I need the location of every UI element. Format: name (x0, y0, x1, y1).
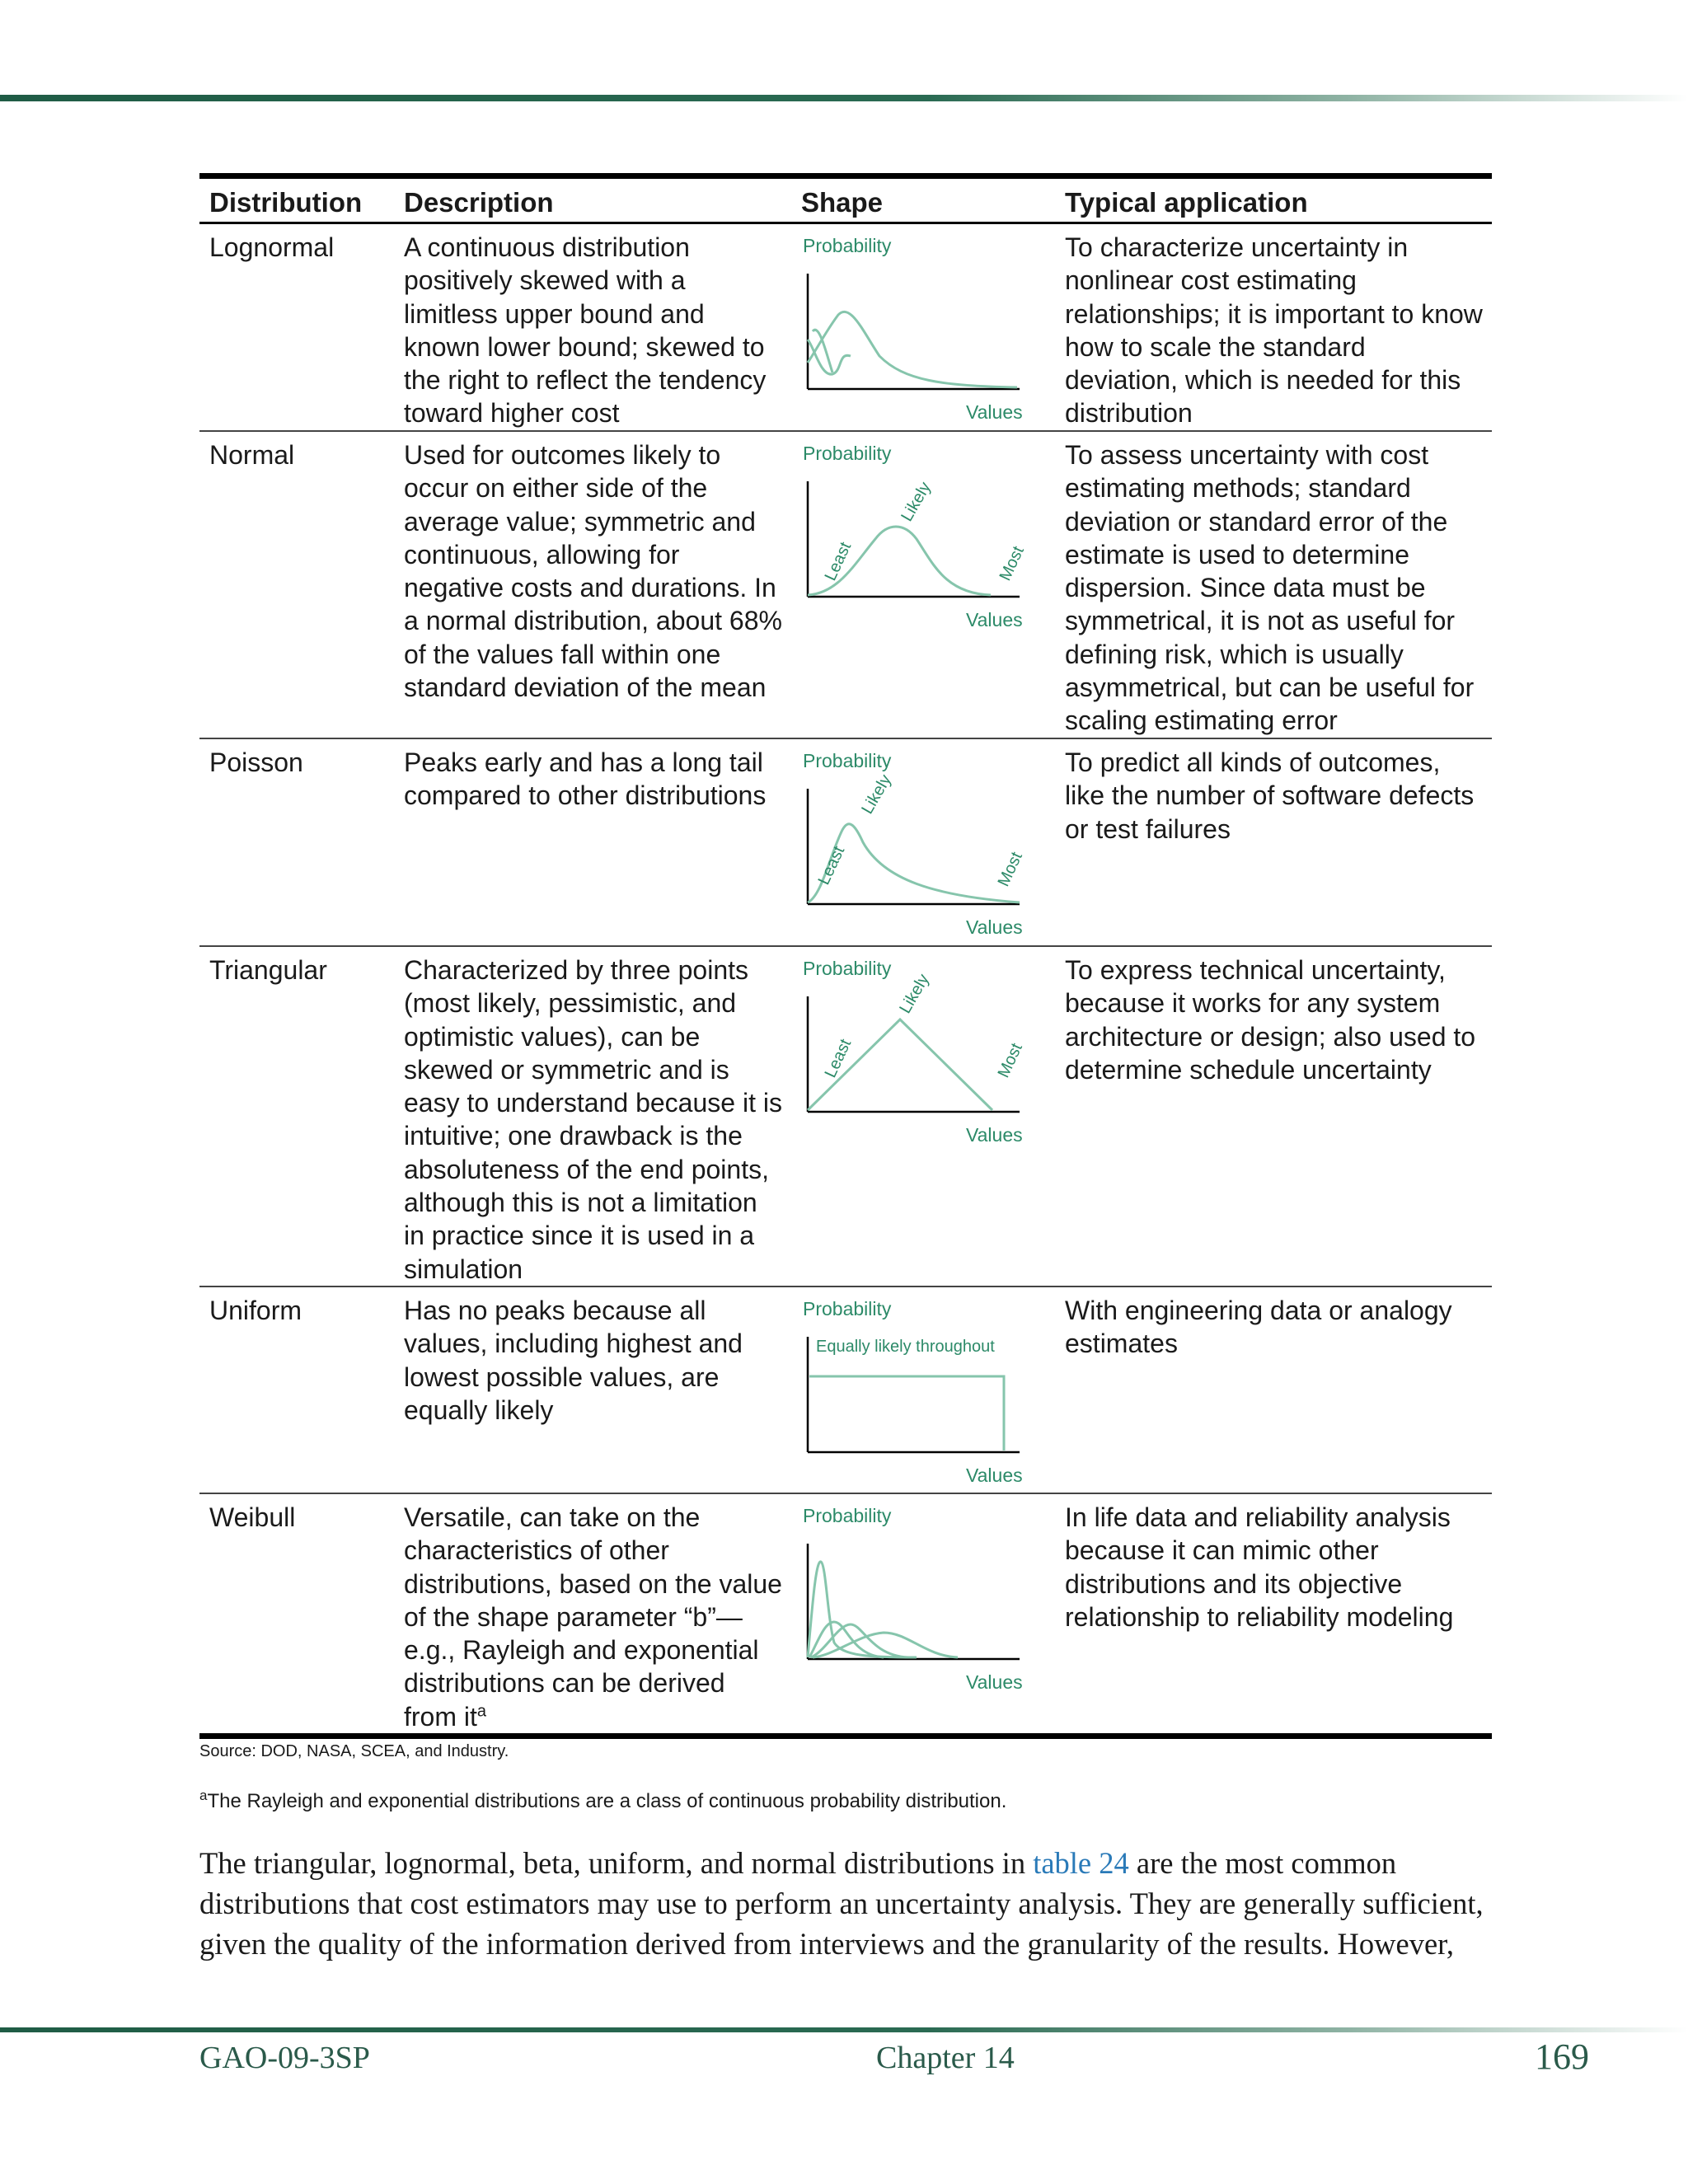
lognormal-shape-chart (801, 232, 1048, 422)
most-label: Most (994, 1040, 1026, 1081)
footer-report-id: GAO-09-3SP (199, 2041, 370, 2075)
values-label: Values (966, 401, 1023, 423)
bottom-rule (0, 2027, 1688, 2032)
header-shape: Shape (801, 187, 884, 218)
table-row-weibull (199, 1494, 1492, 1733)
table-row-poisson (199, 739, 1492, 945)
probability-label: Probability (803, 750, 892, 771)
values-label: Values (966, 916, 1023, 938)
footer-page-number: 169 (1535, 2036, 1589, 2077)
probability-label: Probability (803, 443, 892, 464)
row-description: Used for outcomes likely to occur on either side of the average value; symmetric and continuous, allowing for negative costs and durations. In a normal distribution, about 68% of the values fall within one standard deviation of the mean (404, 440, 782, 703)
footnote-text: The Rayleigh and exponential distributions are a class of continuous probability distribution. (207, 1790, 1007, 1812)
footnote-mark: a (199, 1788, 208, 1803)
table-row-lognormal (199, 224, 1492, 430)
body-text-before: The triangular, lognormal, beta, uniform, and normal distributions in (199, 1846, 1034, 1880)
table-row-normal (199, 432, 1492, 738)
top-rule (0, 95, 1688, 101)
body-paragraph (199, 1843, 1502, 1964)
least-label: Least (814, 843, 849, 888)
row-application: To assess uncertainty with cost estimating methods; standard deviation or standard error of the estimate is used to determine dispersion. Since data must be symmetrical, it is not as useful for defining risk, which is usually asymmetrical, but can be useful for scaling estimating error (1065, 440, 1475, 736)
weibull-shape-chart (801, 1502, 1048, 1692)
header-distribution: Distribution (209, 187, 363, 218)
table-row-triangular (199, 947, 1492, 1286)
row-name: Normal (209, 440, 295, 470)
likely-label: Likely (898, 479, 935, 525)
row-name: Triangular (209, 955, 327, 985)
normal-shape-chart (801, 440, 1048, 630)
row-description: Has no peaks because all values, including highest and lowest possible values, are equally likely (404, 1296, 743, 1425)
table-row-uniform (199, 1287, 1492, 1493)
row-name: Uniform (209, 1296, 302, 1325)
row-description: Peaks early and has a long tail compared to other distributions (404, 748, 767, 811)
row-description (404, 1501, 783, 1733)
row-name: Lognormal (209, 232, 335, 262)
most-label: Most (996, 543, 1028, 584)
row-name: Poisson (209, 748, 303, 777)
row-application: In life data and reliability analysis because it can mimic other distributions and its objective relationship to reliability modeling (1065, 1502, 1454, 1632)
values-label: Values (966, 1671, 1023, 1693)
footer-chapter: Chapter 14 (876, 2041, 1015, 2075)
body-text-after: are the most common distributions that cost estimators may use to perform an uncertainty analysis. They are generally sufficient, given the quality of the information derived from interviews and the granularity of the results. However, (199, 1846, 1484, 1961)
table-header (199, 179, 1492, 222)
probability-label: Probability (803, 1298, 892, 1319)
values-label: Values (966, 1465, 1023, 1486)
likely-label: Likely (858, 771, 895, 818)
table-source: Source: DOD, NASA, SCEA, and Industry. (199, 1742, 509, 1760)
header-application: Typical application (1065, 187, 1308, 218)
row-application: With engineering data or analogy estimates (1065, 1296, 1452, 1359)
poisson-shape-chart (801, 748, 1048, 937)
footnote-mark: a (476, 1702, 487, 1721)
row-name: Weibull (209, 1502, 296, 1532)
row-application: To predict all kinds of outcomes, like the number of software defects or test failures (1065, 748, 1475, 844)
row-application: To express technical uncertainty, because it works for any system architecture or design; also used to determine schedule uncertainty (1065, 955, 1476, 1085)
probability-label: Probability (803, 1505, 892, 1526)
row-application: To characterize uncertainty in nonlinear cost estimating relationships; it is important to know how to scale the standard deviation, which is needed for this distribution (1065, 232, 1483, 429)
most-label: Most (994, 849, 1026, 890)
row-description: A continuous distribution positively skewed with a limitless upper bound and known lower bound; skewed to the right to reflect the tendency toward higher cost (404, 232, 767, 429)
values-label: Values (966, 1124, 1023, 1146)
probability-label: Probability (803, 958, 892, 979)
header-description: Description (404, 187, 554, 218)
table-bottom-rule (199, 1733, 1492, 1739)
triangular-shape-chart (801, 955, 1048, 1145)
table-24-link[interactable]: table 24 (1033, 1846, 1129, 1880)
least-label: Least (821, 1036, 856, 1081)
table-footnote (199, 1790, 1006, 1813)
weibull-description-text: Versatile, can take on the characteristics of other distributions, based on the value of the shape parameter “b”— e.g., Rayleigh and exponential distributions can be derived from it (404, 1502, 782, 1732)
probability-label: Probability (803, 235, 892, 256)
table-top-rule (199, 173, 1492, 179)
equally-likely-label: Equally likely throughout (816, 1338, 995, 1356)
values-label: Values (966, 609, 1023, 630)
distribution-table (199, 173, 1492, 1739)
uniform-shape-chart (801, 1296, 1048, 1485)
likely-label: Likely (896, 971, 933, 1017)
least-label: Least (821, 539, 856, 584)
row-description: Characterized by three points (most likely, pessimistic, and optimistic values), can be skewed or symmetric and is easy to understand because it is intuitive; one drawback is the absoluteness of the end points, although this is not a limitation in practice since it is used in a simulation (404, 955, 782, 1284)
